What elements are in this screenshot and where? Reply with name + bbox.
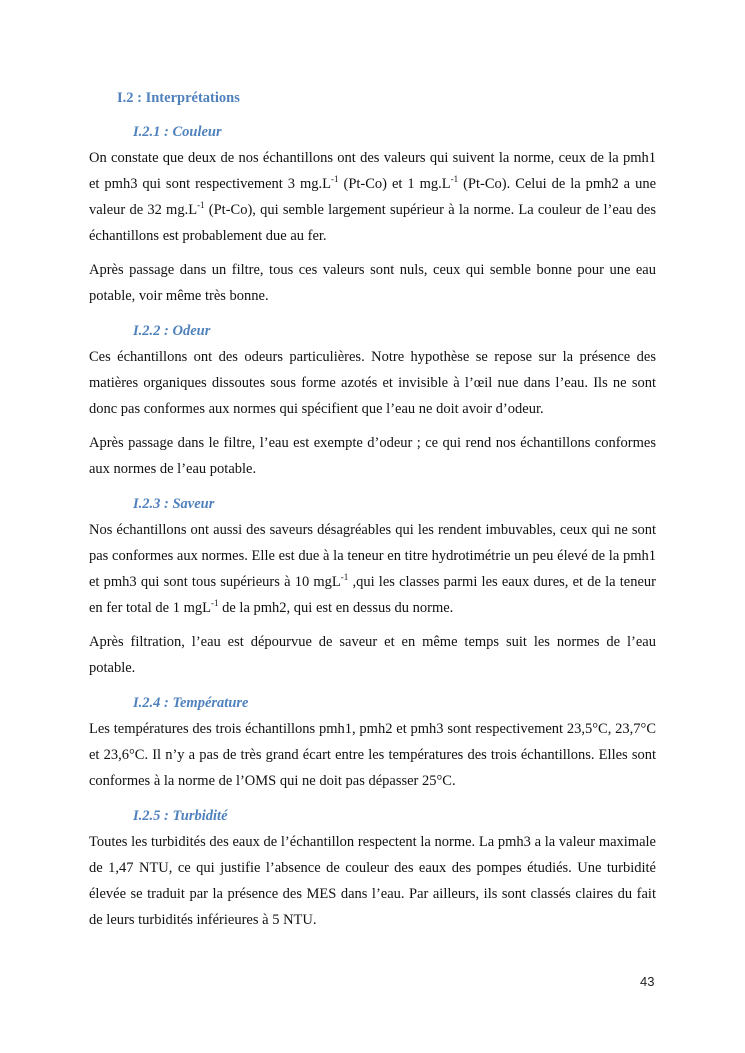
paragraph-turbidite: Toutes les turbidités des eaux de l’échantillon respectent la norme. La pmh3 a la valeur maximale de 1,47 NTU, ce qui justifie l’absence de couleur des eaux des pompes étudiés. Une turbidité élevée se traduit par la présence des MES dans l’eau. Par ailleurs, ils sont classés claires du fait de leurs turbidités inférieures à 5 NTU. (89, 834, 656, 928)
paragraph-odeur-1: Ces échantillons ont des odeurs particulières. Notre hypothèse se repose sur la présence des matières organiques dissoutes sous forme azotés et invisible à l’œil nue dans l’eau. Ils ne sont donc pas conformes aux normes qui spécifient que l’eau ne doit avoir d’odeur. (89, 349, 656, 417)
section-heading: I.2 : Interprétations (117, 90, 240, 106)
paragraph-couleur-1: On constate que deux de nos échantillons ont des valeurs qui suivent la norme, ceux de la pmh1 et pmh3 qui sont respectivement 3 $mg.L^{-1}$ (Pt-Co) et 1 $mg.L^{-1}$ (Pt-Co). Celui de la pmh2 a une valeur de 32 $mg.L^{-1}$ (Pt-Co), qui semble largement supérieur à la norme. La couleur de l’eau des échantillons est probablement due au fer. (89, 150, 657, 244)
paragraph-saveur-2: Après filtration, l’eau est dépourvue de saveur et en même temps suit les normes de l’eau potable. (89, 634, 656, 676)
page-number: 43 (640, 974, 655, 989)
subsection-title-couleur: I.2.1 : Couleur (133, 124, 222, 140)
subsection-title-temperature: I.2.4 : Température (133, 695, 249, 711)
paragraph-couleur-2: Après passage dans un filtre, tous ces valeurs sont nuls, ceux qui semble bonne pour une eau potable, voir même très bonne. (89, 262, 656, 304)
paragraph-odeur-2: Après passage dans le filtre, l’eau est exempte d’odeur ; ce qui rend nos échantillons conformes aux normes de l’eau potable. (89, 435, 656, 477)
paragraph-temperature: Les températures des trois échantillons pmh1, pmh2 et pmh3 sont respectivement 23,5°C, 23,7°C et 23,6°C. Il n’y a pas de très grand écart entre les températures des trois échantillons. Elles sont conformes à la norme de l’OMS qui ne doit pas dépasser 25°C. (89, 721, 656, 789)
page-content (89, 88, 656, 945)
subsection-title-turbidite: I.2.5 : Turbidité (133, 808, 228, 824)
subsection-title-odeur: I.2.2 : Odeur (133, 323, 211, 339)
subsection-title-saveur: I.2.3 : Saveur (133, 496, 215, 512)
paragraph-saveur-1: Nos échantillons ont aussi des saveurs désagréables qui les rendent imbuvables, ceux qui ne sont pas conformes aux normes. Elle est due à la teneur en titre hydrotimétrie un peu élevé de la pmh1 et pmh3 qui sont tous supérieurs à 10 mgL$^{-1}$ ,qui les classes parmi les eaux dures, et de la teneur en fer total de 1 mgL$^{-1}$ de la pmh2, qui est en dessus du norme. (89, 522, 657, 616)
